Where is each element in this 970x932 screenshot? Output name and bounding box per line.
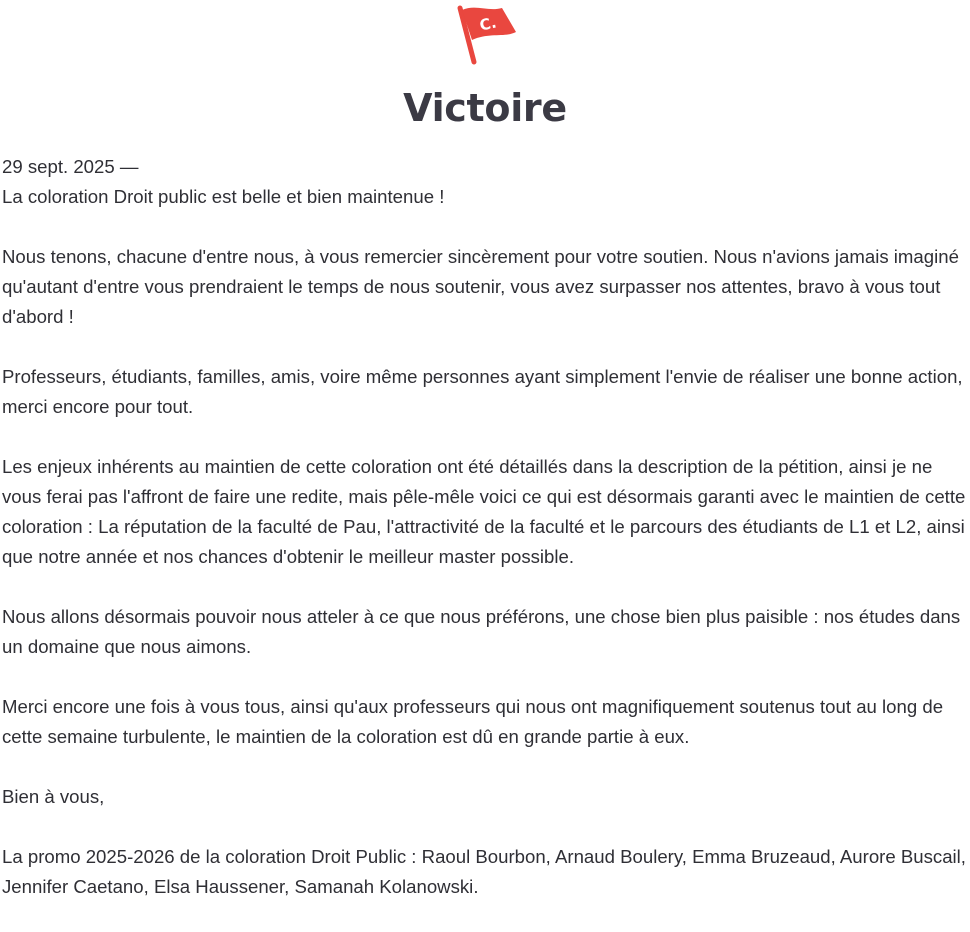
update-body — [2, 152, 970, 932]
paragraph: Merci encore une fois à vous tous, ainsi qu'aux professeurs qui nous ont magnifiquement soutenus tout au long de cette semaine turbulente, le maintien de la coloration est dû en grande partie à eux. — [2, 696, 944, 747]
paragraph: Nous allons désormais pouvoir nous atteler à ce que nous préférons, une chose bien plus paisible : nos études dans un domaine que nous aimons. — [2, 606, 961, 657]
paragraph: Nous tenons, chacune d'entre nous, à vous remercier sincèrement pour votre soutien. Nous n'avions jamais imaginé qu'autant d'entre vous prendraient le temps de nous soutenir, vous avez surpasser nos attentes, bravo à vous tout d'abord ! — [2, 246, 959, 327]
site-logo[interactable] — [454, 2, 520, 66]
update-date: 29 sept. 2025 — — [2, 156, 139, 177]
paragraph: Professeurs, étudiants, familles, amis, voire même personnes ayant simplement l'envie de réaliser une bonne action, merci encore pour tout. — [2, 366, 963, 417]
paragraph: Les enjeux inhérents au maintien de cette coloration ont été détaillés dans la description de la pétition, ainsi je ne vous ferai pas l'affront de faire une redite, mais pêle-mêle voici ce qui est désormais garanti avec le maintien de cette coloration : La réputation de la faculté de Pau, l'attractivité de la faculté et le parcours des étudiants de L1 et L2, ainsi que notre année et nos chances d'obtenir le meilleur master possible. — [2, 456, 966, 567]
update-intro — [2, 152, 970, 212]
logo-letter: C. — [477, 13, 499, 35]
signature: La promo 2025-2026 de la coloration Droit Public : Raoul Bourbon, Arnaud Boulery, Emma Bruzeaud, Aurore Buscail, Jennifer Caetano, Elsa Haussener, Samanah Kolanowski. — [2, 846, 966, 897]
page-title: Victoire — [403, 86, 567, 130]
flag-icon — [454, 2, 520, 66]
signoff: Bien à vous, — [2, 786, 105, 807]
paragraph: La coloration Droit public est belle et bien maintenue ! — [2, 186, 445, 207]
